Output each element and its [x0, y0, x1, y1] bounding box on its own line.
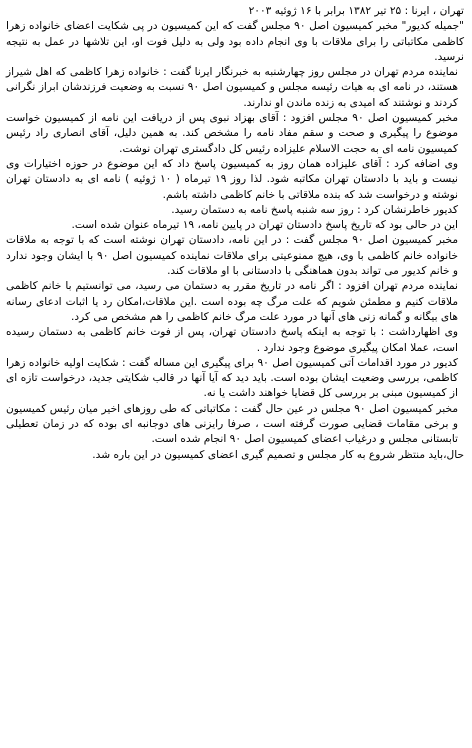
article-paragraph: این در حالی بود که تاریخ پاسخ دادستان تهران در پایین نامه، ۱۹ تیرماه عنوان شده است.: [71, 219, 458, 232]
article-paragraph: وی اضافه کرد : آقای علیزاده همان روز به کمیسیون پاسخ داد که این موضوع در حوزه اختیارات وی نیست و باید با دادستان تهران مکاتبه شود. لذا روز ۱۹ تیرماه ( ۱۰ ژوئیه ) نامه ای به دادستان تهران نوشته و درخواست شد که بنده ملاقاتی با خانم کاظمی داشته باشم.: [6, 157, 458, 201]
article-paragraph: مخبر کمیسیون اصل ۹۰ مجلس گفت : در این نامه، دادستان تهران نوشته است که با توجه به ملاقات خانواده خانم کاظمی با وی، هیچ ممنوعیتی برای ملاقات نماینده کمیسیون اصل ۹۰ با ایشان وجود ندارد و خانم کدیور می تواند بدون هماهنگی با دادستانی با او ملاقات کند.: [6, 234, 459, 278]
article-paragraph: کدیور در مورد اقدامات آتی کمیسیون اصل ۹۰ برای پیگیری این مساله گفت : شکایت اولیه خانواده زهرا کاظمی، بررسی وضعیت ایشان بوده است. باید دید که آیا آنها در قالب شکایتی جدید، درخواست تازه ای از کمیسیون مبنی بر بررسی کل قضایا خواهند داشت یا نه.: [6, 356, 458, 400]
article-paragraph: "جمیله کدیور" مخبر کمیسیون اصل ۹۰ مجلس گفت که این کمیسیون در پی شکایت اعضای خانواده زهرا کاظمی مکاتباتی را برای ملاقات با وی انجام داده بود ولی به دلیل فوت او، این تلاشها در عمل به نتیجه نرسید.: [6, 20, 464, 63]
article-paragraph: نماینده مردم تهران افزود : اگر نامه در تاریخ مقرر به دستمان می رسید، می توانستیم با خانم کاظمی ملاقات کنیم و مطمئن شویم که علت مرگ چه بوده است .این ملاقات،امکان رد یا اثبات ادعای رسانه های بیگانه و گمانه زنی های آنها در مورد علت مرگ خانم کاظمی را هم مشخص می کرد.: [6, 280, 458, 323]
article-paragraph: کدیور خاطرنشان کرد : روز سه شنبه پاسخ نامه به دستمان رسید.: [171, 203, 458, 216]
article-paragraph: حال،باید منتظر شروع به کار مجلس و تصمیم گیری اعضای کمیسیون در این باره شد.: [92, 448, 464, 461]
article-paragraph: مخبر کمیسیون اصل ۹۰ مجلس در عین حال گفت : مکاتباتی که طی روزهای اخیر میان رئیس کمیسیون و برخی مقامات قضایی صورت گرفته است ، صرفا رایزنی های دوجانبه ای بوده که در زمان تعطیلی تابستانی مجلس و درغیاب اعضای کمیسیون اصل ۹۰ انجام شده است.: [6, 402, 458, 446]
article-paragraph: نماینده مردم تهران در مجلس روز چهارشنبه به خبرنگار ایرنا گفت : خانواده زهرا کاظمی که اهل شیراز هستند، در نامه ای به هیات رئیسه مجلس و کمیسیون اصل ۹۰ نسبت به وضعیت فرزندشان ابراز نگرانی کردند و نوشتند که امیدی به زنده ماندن او ندارند.: [6, 66, 458, 109]
article-paragraph: وی اظهارداشت : با توجه به اینکه پاسخ دادستان تهران، پس از فوت خانم کاظمی به دستمان رسیده است، عملا امکان پیگیری موضوع وجود ندارد .: [6, 326, 458, 354]
article-paragraph: مخبر کمیسیون اصل ۹۰ مجلس افزود : آقای بهزاد نبوی پس از دریافت این نامه از کمیسیون خواست موضوع را پیگیری و صحت و سقم مفاد نامه را مشخص کند. به همین دلیل، آقای انصاری راد رئیس کمیسیون نامه ای به حجت الاسلام علیزاده رئیس کل دادگستری تهران نوشت.: [6, 112, 458, 155]
dateline: تهران ، ایرنا : ۲۵ تیر ۱۳۸۲ برابر با ۱۶ ژوئیه ۲۰۰۳: [248, 5, 464, 17]
